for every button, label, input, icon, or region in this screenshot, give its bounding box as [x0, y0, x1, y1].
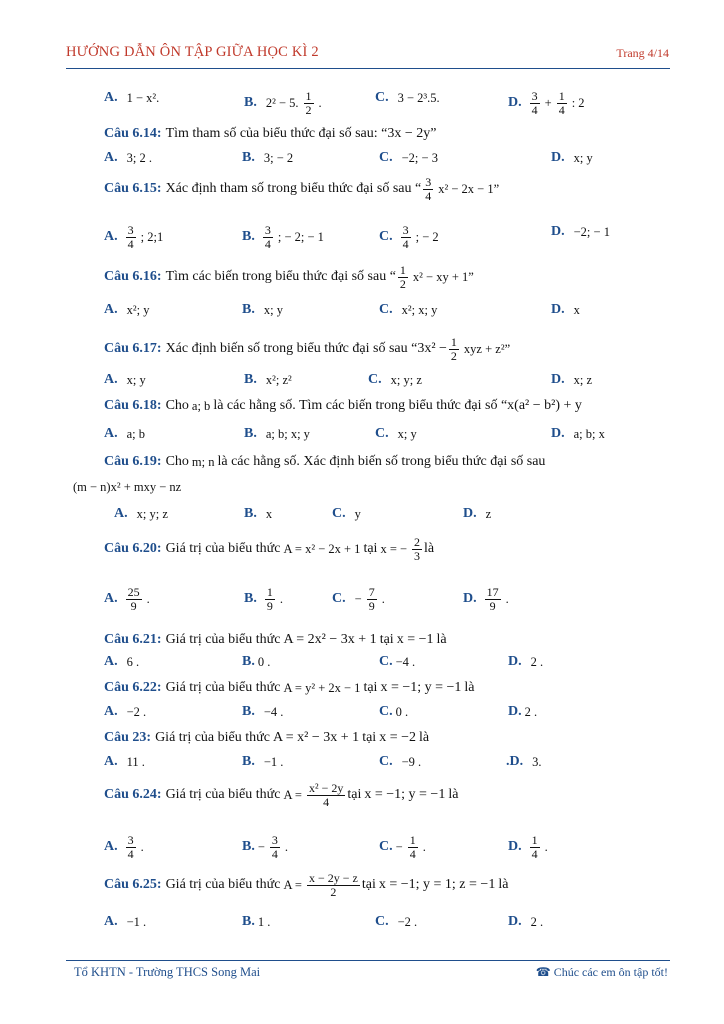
option-c: C. − $\frac{7}{9}$ .	[332, 585, 385, 613]
option-b: B. −1 .	[242, 754, 284, 769]
question-6-24-options	[0, 833, 724, 861]
question-6-15-options	[0, 223, 724, 251]
option-d: D. $\frac{17}{9}$ .	[463, 585, 509, 613]
question-6-25-options	[0, 914, 724, 938]
option-b: B. − $\frac{3}{4}$ .	[242, 833, 289, 861]
option-d: D. a; b; x	[551, 426, 605, 441]
option-d: D. x; z	[551, 372, 593, 387]
option-c: C. 3 − 2³.5.	[375, 90, 440, 105]
option-d: D. z	[463, 506, 492, 521]
option-b: B. 3; − 2	[242, 150, 294, 165]
option-a: A. x²; y	[104, 302, 150, 317]
option-a: A. −2 .	[104, 704, 147, 719]
option-b: B. $\frac{3}{4}$ ; − 2; − 1	[242, 223, 324, 251]
option-d: D. x	[551, 302, 580, 317]
question-6-15: Câu 6.15: Xác định tham số trong biểu thức đại số sau “ $\frac{3}{4}$ x² − 2x − 1”	[104, 175, 500, 203]
option-c: C. −2 .	[375, 914, 418, 929]
question-6-19-expression: (m − n)x² + mxy − nz	[73, 480, 182, 494]
question-6-20: Câu 6.20: Giá trị của biểu thức A = x² − 2x + 1 tại x = − $\frac{2}{3}$ là	[104, 535, 435, 563]
option-a: A. a; b	[104, 426, 146, 441]
option-c: C. 0 .	[379, 704, 409, 719]
question-6-19-options	[0, 506, 724, 530]
option-c: C. x; y; z	[368, 372, 422, 387]
question-23: Câu 23: Giá trị của biểu thức A = x² − 3x + 1 tại x = −2 là	[104, 730, 430, 745]
option-c: C. −9 .	[379, 754, 422, 769]
option-b: B. 2² − 5. $\frac{1}{2}$ .	[244, 89, 322, 117]
option-a: A. x; y	[104, 372, 146, 387]
option-c: C. −2; − 3	[379, 150, 438, 165]
option-d: D. −2; − 1	[551, 224, 610, 239]
option-b: B. $\frac{1}{9}$ .	[244, 585, 283, 613]
footer-school: Tổ KHTN - Trường THCS Song Mai	[74, 965, 261, 979]
option-a: A. 3; 2 .	[104, 150, 152, 165]
option-a: A. x; y; z	[114, 506, 168, 521]
option-a: A. $\frac{25}{9}$ .	[104, 585, 150, 613]
option-b: B. x²; z²	[244, 372, 292, 387]
question-6-13-options	[0, 89, 724, 117]
option-c: C. x; y	[375, 426, 417, 441]
question-23-options	[0, 754, 724, 778]
option-c: C. x²; x; y	[379, 302, 438, 317]
question-6-18-options	[0, 426, 724, 450]
question-6-16-options	[0, 302, 724, 326]
question-6-17-options	[0, 372, 724, 396]
question-6-19: Câu 6.19: Cho m; n là các hằng số. Xác định biến số trong biểu thức đại số sau	[104, 454, 546, 469]
option-a: A. $\frac{3}{4}$ ; 2;1	[104, 223, 164, 251]
header-page-number: Trang 4/14	[616, 46, 669, 60]
question-6-22: Câu 6.22: Giá trị của biểu thức A = y² + 2x − 1 tại x = −1; y = −1 là	[104, 680, 475, 695]
option-b: B. x; y	[242, 302, 283, 317]
option-a: A. 6 .	[104, 654, 140, 669]
option-d: .D. 3.	[506, 754, 542, 769]
option-b: B. −4 .	[242, 704, 284, 719]
option-c: C. − $\frac{1}{4}$ .	[379, 833, 426, 861]
footer-message: ☎ Chúc các em ôn tập tốt!	[535, 965, 668, 979]
option-d: D. x; y	[551, 150, 593, 165]
option-c: C. −4 .	[379, 654, 416, 669]
footer-divider	[66, 960, 670, 961]
question-6-14-options	[0, 150, 724, 174]
option-a: A. $\frac{3}{4}$ .	[104, 833, 144, 861]
phone-icon: ☎	[535, 965, 554, 979]
option-d: D. $\frac{1}{4}$ .	[508, 833, 548, 861]
question-6-22-options	[0, 704, 724, 728]
option-a: A. 1 − x².	[104, 90, 160, 105]
option-a: A. −1 .	[104, 914, 147, 929]
option-c: C. y	[332, 506, 361, 521]
header-title: HƯỚNG DẪN ÔN TẬP GIỮA HỌC KÌ 2	[66, 44, 319, 60]
option-b: B. a; b; x; y	[244, 426, 310, 441]
question-6-18: Câu 6.18: Cho a; b là các hằng số. Tìm các biến trong biểu thức đại số “x(a² − b²) + y	[104, 398, 582, 413]
question-6-17: Câu 6.17: Xác định biến số trong biểu thức đại số sau “3x² − $\frac{1}{2}$ xyz + z²”	[104, 335, 511, 363]
option-b: B. x	[244, 506, 273, 521]
option-b: B. 1 .	[242, 914, 271, 929]
question-6-21-options	[0, 654, 724, 678]
option-b: B. 0 .	[242, 654, 271, 669]
question-6-16: Câu 6.16: Tìm các biến trong biểu thức đại số sau “ $\frac{1}{2}$ x² − xy + 1”	[104, 263, 474, 291]
question-6-20-options	[0, 585, 724, 613]
question-6-24: Câu 6.24: Giá trị của biểu thức A = $\frac{\text{x² − 2y}}{4}$ tại x = −1; y = −1 là	[104, 781, 459, 809]
option-c: C. $\frac{3}{4}$ ; − 2	[379, 223, 439, 251]
question-6-25: Câu 6.25: Giá trị của biểu thức A = $\frac{x - 2y - z}{2}$ tại x = −1; y = 1; z = −1 là	[104, 871, 509, 899]
option-d: D. 2 .	[508, 654, 544, 669]
header-divider	[66, 68, 670, 69]
option-a: A. 11 .	[104, 754, 145, 769]
option-d: D. 2 .	[508, 914, 544, 929]
question-6-21: Câu 6.21: Giá trị của biểu thức A = 2x² − 3x + 1 tại x = −1 là	[104, 632, 447, 647]
option-d: D. $\frac{3}{4}$ + $\frac{1}{4}$ : 2	[508, 89, 585, 117]
option-d: D. 2 .	[508, 704, 538, 719]
question-6-14: Câu 6.14: Tìm tham số của biểu thức đại số sau: “3x − 2y”	[104, 126, 437, 141]
